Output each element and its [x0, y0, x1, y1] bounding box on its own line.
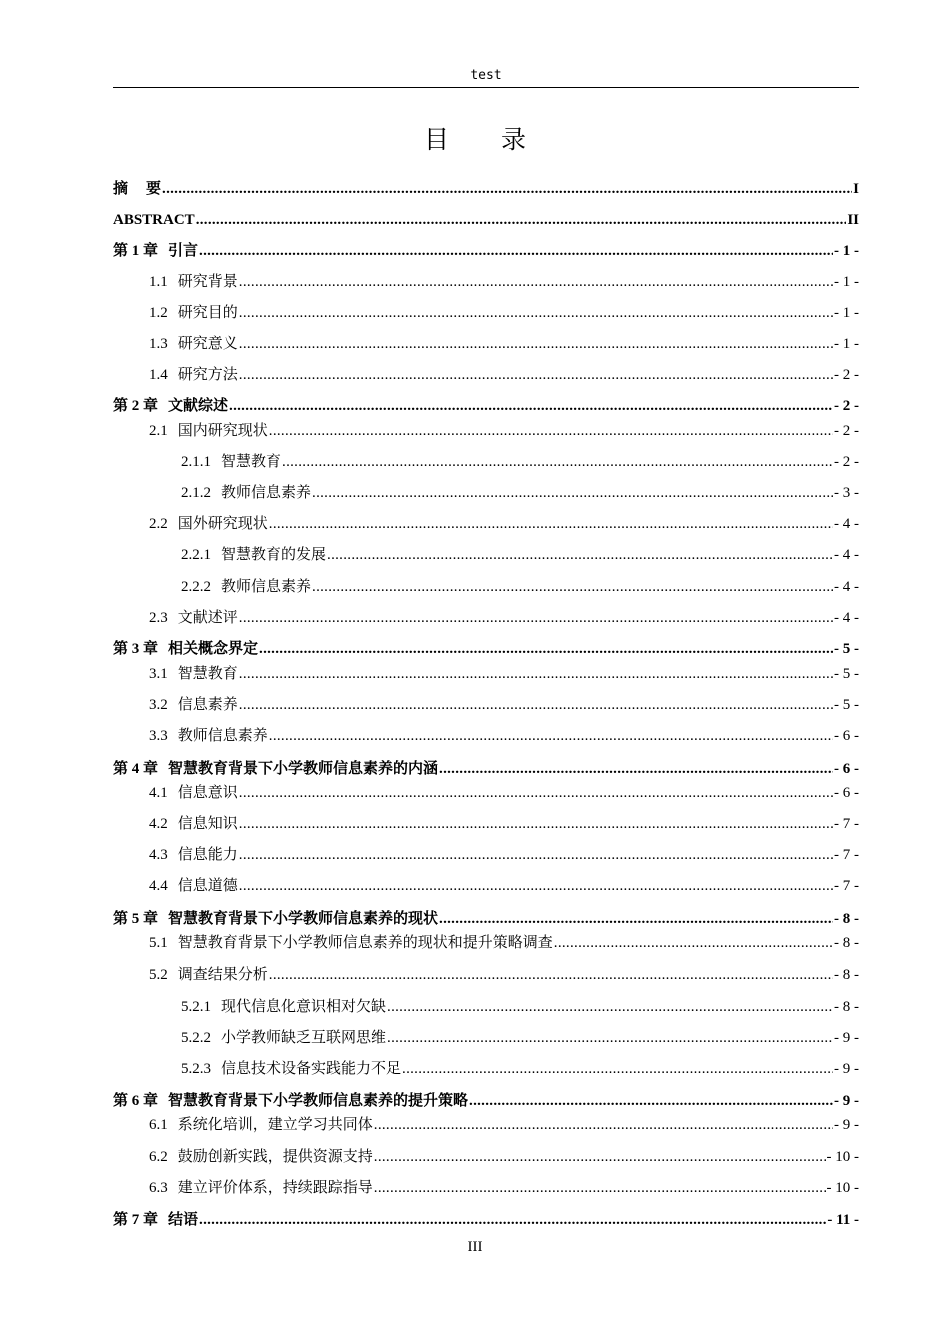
toc-entry-title: ABSTRACT [113, 212, 195, 228]
toc-entry-page: - 5 - [834, 666, 859, 682]
toc-entry-page: - 9 - [834, 1030, 859, 1046]
toc-entry-number: 3.1 [149, 666, 168, 682]
toc-entry[interactable] [149, 695, 859, 715]
toc-entry-title: 小学教师缺乏互联网思维 [221, 1030, 387, 1046]
toc-entry-title: 研究方法 [177, 367, 238, 383]
toc-entry-page: - 1 - [834, 243, 859, 259]
toc-entry-number: 第 7 章 [113, 1212, 159, 1228]
toc-entry[interactable] [149, 1178, 859, 1198]
toc-entry[interactable] [181, 997, 859, 1017]
dot-leader [374, 1115, 833, 1135]
dot-leader [387, 1028, 833, 1048]
toc-entry-title: 相关概念界定 [168, 641, 259, 657]
toc-entry-number: 3.2 [149, 697, 168, 713]
toc-entry[interactable] [149, 845, 859, 865]
dot-leader [196, 210, 847, 230]
dot-leader [327, 545, 833, 565]
toc-entry[interactable] [149, 514, 859, 534]
toc-entry-page: - 6 - [834, 728, 859, 744]
toc-entry-page: - 9 - [834, 1093, 859, 1109]
toc-entry-title: 研究目的 [177, 305, 238, 321]
dot-leader [387, 997, 833, 1017]
toc-entry[interactable] [113, 396, 859, 416]
toc-entry-number: 6.2 [149, 1149, 168, 1165]
toc-entry-title: 结语 [168, 1212, 199, 1228]
toc-entry-title: 信息意识 [177, 785, 238, 801]
toc-entry-title: 文献综述 [168, 398, 229, 414]
dot-leader [269, 421, 833, 441]
toc-entry-title: 信息素养 [177, 697, 238, 713]
toc-entry-title: 要 [146, 181, 162, 197]
toc-entry[interactable] [149, 303, 859, 323]
dot-leader [269, 965, 833, 985]
toc-entry[interactable] [149, 933, 859, 953]
dot-leader [199, 1210, 826, 1230]
toc-entry-page: - 2 - [834, 367, 859, 383]
toc-entry-title: 智慧教育 [221, 454, 282, 470]
toc-entry-number: 1.1 [149, 274, 168, 290]
toc-entry-page: - 9 - [834, 1117, 859, 1133]
toc-entry[interactable] [149, 421, 859, 441]
toc-entry-page: - 4 - [834, 516, 859, 532]
toc-entry[interactable] [149, 664, 859, 684]
dot-leader [239, 365, 833, 385]
toc-entry-page: - 5 - [834, 641, 859, 657]
toc-entry-number: 5.2 [149, 967, 168, 983]
toc-entry-page: - 1 - [834, 274, 859, 290]
toc-entry-title: 国内研究现状 [177, 423, 268, 439]
dot-leader [239, 695, 833, 715]
toc-entry[interactable] [149, 334, 859, 354]
toc-entry-number: 第 1 章 [113, 243, 159, 259]
toc-entry[interactable] [149, 1147, 859, 1167]
toc-entry-page: - 8 - [834, 911, 859, 927]
dot-leader [239, 664, 833, 684]
toc-entry-title: 现代信息化意识相对欠缺 [221, 999, 387, 1015]
toc-entry-title: 智慧教育背景下小学教师信息素养的提升策略 [168, 1093, 469, 1109]
toc-entry[interactable] [149, 876, 859, 896]
page-number: III [467, 1239, 483, 1255]
toc-entry-page: - 10 - [826, 1180, 859, 1196]
toc-entry-number: 2.1.2 [181, 485, 211, 501]
toc-entry-title: 国外研究现状 [177, 516, 268, 532]
toc-entry-title: 信息知识 [177, 816, 238, 832]
toc-entry-number: 5.2.1 [181, 999, 211, 1015]
toc-entry[interactable] [181, 545, 859, 565]
dot-leader [312, 577, 833, 597]
toc-entry[interactable] [149, 783, 859, 803]
toc-entry[interactable] [113, 241, 859, 261]
toc-entry[interactable] [181, 577, 859, 597]
dot-leader [162, 179, 852, 199]
toc-entry-page: - 8 - [834, 967, 859, 983]
dot-leader [239, 608, 833, 628]
toc-entry-number: 5.1 [149, 935, 168, 951]
page-header: test [470, 68, 502, 83]
dot-leader [469, 1091, 833, 1111]
toc-entry-title: 教师信息素养 [221, 579, 312, 595]
dot-leader [239, 334, 833, 354]
toc-entry-page: - 2 - [834, 454, 859, 470]
toc-entry[interactable] [113, 1091, 859, 1111]
toc-entry-title: 引言 [168, 243, 199, 259]
toc-entry-number: 4.1 [149, 785, 168, 801]
toc-entry-page: - 1 - [834, 305, 859, 321]
toc-entry-number: 摘 [113, 181, 129, 197]
dot-leader [269, 514, 833, 534]
toc-entry-title: 信息道德 [177, 878, 238, 894]
toc-entry-number: 1.2 [149, 305, 168, 321]
toc-entry-title: 智慧教育背景下小学教师信息素养的现状和提升策略调查 [177, 935, 553, 951]
toc-entry-number: 2.2.2 [181, 579, 211, 595]
toc-entry-number: 1.3 [149, 336, 168, 352]
toc-entry-page: - 10 - [826, 1149, 859, 1165]
toc-entry[interactable] [113, 179, 859, 199]
toc-entry-page: - 2 - [834, 398, 859, 414]
toc-entry-number: 6.3 [149, 1180, 168, 1196]
toc-entry-number: 4.3 [149, 847, 168, 863]
toc-entry-title: 鼓励创新实践，提供资源支持 [177, 1149, 373, 1165]
toc-entry-number: 1.4 [149, 367, 168, 383]
toc-entry-number: 5.2.2 [181, 1030, 211, 1046]
toc-entry-title: 信息能力 [177, 847, 238, 863]
toc-entry-title: 智慧教育背景下小学教师信息素养的内涵 [168, 761, 439, 777]
toc-entry[interactable] [113, 210, 859, 230]
toc-entry-title: 系统化培训，建立学习共同体 [177, 1117, 373, 1133]
dot-leader [239, 814, 833, 834]
toc-entry-page: - 9 - [834, 1061, 859, 1077]
dot-leader [229, 396, 833, 416]
toc-entry-page: - 6 - [834, 785, 859, 801]
toc-entry[interactable] [149, 1115, 859, 1135]
toc-entry-title: 信息技术设备实践能力不足 [221, 1061, 402, 1077]
toc-entry-number: 第 5 章 [113, 911, 159, 927]
toc-entry-page: - 2 - [834, 423, 859, 439]
toc-entry-page: - 7 - [834, 847, 859, 863]
toc-entry-number: 第 2 章 [113, 398, 159, 414]
toc-entry[interactable] [181, 1059, 859, 1079]
dot-leader [439, 909, 833, 929]
toc-entry-page: I [853, 181, 859, 197]
toc-entry-number: 2.1 [149, 423, 168, 439]
toc-entry-number: 4.2 [149, 816, 168, 832]
toc-entry-number: 2.1.1 [181, 454, 211, 470]
toc-entry-number: 第 4 章 [113, 761, 159, 777]
toc-entry-title: 智慧教育 [177, 666, 238, 682]
toc-entry[interactable] [113, 909, 859, 929]
toc-entry-title: 建立评价体系，持续跟踪指导 [177, 1180, 373, 1196]
toc-entry[interactable] [149, 272, 859, 292]
toc-entry-title: 文献述评 [177, 610, 238, 626]
toc-entry[interactable] [113, 759, 859, 779]
toc-entry[interactable] [149, 814, 859, 834]
toc-entry-page: - 7 - [834, 816, 859, 832]
toc-entry-title: 教师信息素养 [177, 728, 268, 744]
toc-entry[interactable] [181, 483, 859, 503]
dot-leader [282, 452, 833, 472]
toc-title: 目 录 [424, 125, 548, 154]
toc-entry[interactable] [149, 608, 859, 628]
dot-leader [259, 639, 833, 659]
dot-leader [239, 845, 833, 865]
toc-entry-page: - 6 - [834, 761, 859, 777]
toc-entry-page: - 3 - [834, 485, 859, 501]
toc-entry-page: - 4 - [834, 579, 859, 595]
toc-entry-title: 研究背景 [177, 274, 238, 290]
toc-entry-page: - 11 - [827, 1212, 859, 1228]
toc-entry[interactable] [149, 726, 859, 746]
toc-entry-page: - 4 - [834, 610, 859, 626]
toc-entry-page: - 7 - [834, 878, 859, 894]
toc-entry-page: - 1 - [834, 336, 859, 352]
dot-leader [239, 272, 833, 292]
toc-entry-number: 5.2.3 [181, 1061, 211, 1077]
toc-entry-page: - 4 - [834, 547, 859, 563]
dot-leader [239, 303, 833, 323]
toc-entry-title: 教师信息素养 [221, 485, 312, 501]
dot-leader [239, 876, 833, 896]
dot-leader [402, 1059, 833, 1079]
toc-entry-page: - 5 - [834, 697, 859, 713]
toc-entry-page: II [847, 212, 859, 228]
toc-entry-page: - 8 - [834, 999, 859, 1015]
dot-leader [199, 241, 833, 261]
toc-entry[interactable] [149, 965, 859, 985]
dot-leader [554, 933, 833, 953]
toc-entry-number: 2.2 [149, 516, 168, 532]
toc-entry-title: 智慧教育的发展 [221, 547, 327, 563]
dot-leader [312, 483, 833, 503]
toc-entry-number: 2.2.1 [181, 547, 211, 563]
toc-entry[interactable] [181, 1028, 859, 1048]
dot-leader [269, 726, 833, 746]
toc-entry-title: 智慧教育背景下小学教师信息素养的现状 [168, 911, 439, 927]
dot-leader [374, 1147, 826, 1167]
dot-leader [439, 759, 833, 779]
toc-entry-number: 第 3 章 [113, 641, 159, 657]
toc-entry-title: 研究意义 [177, 336, 238, 352]
toc-entry-number: 2.3 [149, 610, 168, 626]
toc-entry-number: 4.4 [149, 878, 168, 894]
toc-entry[interactable] [181, 452, 859, 472]
dot-leader [239, 783, 833, 803]
dot-leader [374, 1178, 826, 1198]
toc-entry-number: 第 6 章 [113, 1093, 159, 1109]
toc-entry[interactable] [149, 365, 859, 385]
toc-entry-number: 6.1 [149, 1117, 168, 1133]
toc-entry[interactable] [113, 1210, 859, 1230]
toc-entry-number: 3.3 [149, 728, 168, 744]
toc-entry-title: 调查结果分析 [177, 967, 268, 983]
toc-entry-page: - 8 - [834, 935, 859, 951]
toc-entry[interactable] [113, 639, 859, 659]
